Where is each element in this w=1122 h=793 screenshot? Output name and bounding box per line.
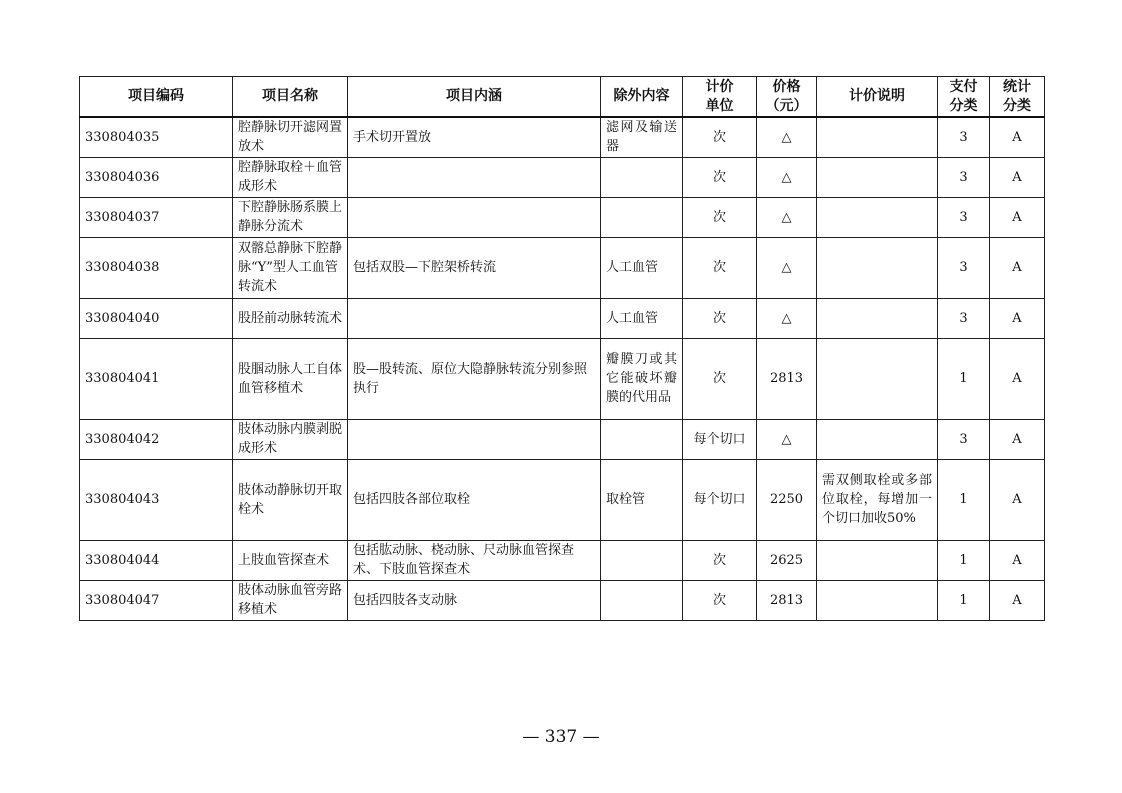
table-row bbox=[80, 540, 1045, 580]
cell-note bbox=[817, 157, 938, 197]
cell-code: 330804044 bbox=[80, 540, 233, 580]
cell-pay: 3 bbox=[938, 298, 990, 338]
header-price bbox=[757, 77, 817, 118]
cell-stat: A bbox=[990, 157, 1045, 197]
cell-unit: 次 bbox=[683, 580, 757, 620]
cell-pay: 3 bbox=[938, 237, 990, 298]
cell-pay: 3 bbox=[938, 197, 990, 237]
table-row bbox=[80, 459, 1045, 540]
cell-note bbox=[817, 580, 938, 620]
cell-note bbox=[817, 540, 938, 580]
header-stat-line2: 分类 bbox=[1003, 97, 1031, 114]
table-row bbox=[80, 197, 1045, 237]
header-name: 项目名称 bbox=[233, 77, 348, 118]
cell-code: 330804035 bbox=[80, 117, 233, 157]
table-row bbox=[80, 338, 1045, 419]
header-pay bbox=[938, 77, 990, 118]
table-row bbox=[80, 117, 1045, 157]
cell-price: 2625 bbox=[757, 540, 817, 580]
cell-exclusions bbox=[601, 540, 683, 580]
cell-content bbox=[348, 197, 601, 237]
cell-name: 上肢血管探查术 bbox=[233, 540, 348, 580]
header-unit-line2: 单位 bbox=[705, 97, 734, 114]
cell-content: 包括肱动脉、桡动脉、尺动脉血管探查术、下肢血管探查术 bbox=[348, 540, 601, 580]
cell-content bbox=[348, 419, 601, 459]
header-pay-line1: 支付 bbox=[949, 78, 978, 95]
cell-code: 330804038 bbox=[80, 237, 233, 298]
cell-unit: 每个切口 bbox=[683, 419, 757, 459]
cell-note bbox=[817, 338, 938, 419]
cell-name: 下腔静脉肠系膜上静脉分流术 bbox=[233, 197, 348, 237]
header-code: 项目编码 bbox=[80, 77, 233, 118]
cell-unit: 每个切口 bbox=[683, 459, 757, 540]
cell-price: 2813 bbox=[757, 580, 817, 620]
cell-name: 股胫前动脉转流术 bbox=[233, 298, 348, 338]
cell-content bbox=[348, 157, 601, 197]
cell-name: 腔静脉切开滤网置放术 bbox=[233, 117, 348, 157]
cell-price: △ bbox=[757, 157, 817, 197]
header-stat-line1: 统计 bbox=[1003, 78, 1031, 95]
header-pay-line2: 分类 bbox=[949, 97, 978, 114]
cell-stat: A bbox=[990, 459, 1045, 540]
table-row bbox=[80, 580, 1045, 620]
cell-unit: 次 bbox=[683, 117, 757, 157]
cell-exclusions: 瓣膜刀或其它能破坏瓣膜的代用品 bbox=[601, 338, 683, 419]
cell-unit: 次 bbox=[683, 157, 757, 197]
cell-stat: A bbox=[990, 540, 1045, 580]
cell-note bbox=[817, 419, 938, 459]
header-stat bbox=[990, 77, 1045, 118]
cell-exclusions bbox=[601, 419, 683, 459]
cell-unit: 次 bbox=[683, 298, 757, 338]
page-number: — 337 — bbox=[522, 727, 600, 747]
cell-content bbox=[348, 298, 601, 338]
cell-code: 330804043 bbox=[80, 459, 233, 540]
cell-name: 腔静脉取栓＋血管成形术 bbox=[233, 157, 348, 197]
cell-price: 2250 bbox=[757, 459, 817, 540]
cell-stat: A bbox=[990, 237, 1045, 298]
cell-content: 股—股转流、原位大隐静脉转流分别参照执行 bbox=[348, 338, 601, 419]
cell-exclusions: 取栓管 bbox=[601, 459, 683, 540]
cell-name: 肢体动静脉切开取栓术 bbox=[233, 459, 348, 540]
table-row bbox=[80, 298, 1045, 338]
cell-price: △ bbox=[757, 197, 817, 237]
cell-pay: 1 bbox=[938, 580, 990, 620]
cell-stat: A bbox=[990, 338, 1045, 419]
cell-pay: 1 bbox=[938, 338, 990, 419]
cell-name: 双髂总静脉下腔静脉“Y”型人工血管转流术 bbox=[233, 237, 348, 298]
cell-price: △ bbox=[757, 419, 817, 459]
header-note: 计价说明 bbox=[817, 77, 938, 118]
table-row bbox=[80, 157, 1045, 197]
cell-code: 330804041 bbox=[80, 338, 233, 419]
cell-exclusions: 人工血管 bbox=[601, 237, 683, 298]
cell-unit: 次 bbox=[683, 338, 757, 419]
cell-content: 手术切开置放 bbox=[348, 117, 601, 157]
cell-price: △ bbox=[757, 298, 817, 338]
cell-exclusions bbox=[601, 157, 683, 197]
cell-stat: A bbox=[990, 419, 1045, 459]
cell-content: 包括四肢各支动脉 bbox=[348, 580, 601, 620]
cell-name: 肢体动脉血管旁路移植术 bbox=[233, 580, 348, 620]
cell-stat: A bbox=[990, 298, 1045, 338]
cell-stat: A bbox=[990, 580, 1045, 620]
cell-pay: 3 bbox=[938, 157, 990, 197]
cell-name: 股腘动脉人工自体血管移植术 bbox=[233, 338, 348, 419]
cell-exclusions: 人工血管 bbox=[601, 298, 683, 338]
cell-code: 330804037 bbox=[80, 197, 233, 237]
cell-unit: 次 bbox=[683, 197, 757, 237]
header-content: 项目内涵 bbox=[348, 77, 601, 118]
cell-content: 包括四肢各部位取栓 bbox=[348, 459, 601, 540]
header-unit-line1: 计价 bbox=[705, 78, 734, 95]
table-header-row bbox=[80, 77, 1045, 118]
cell-price: 2813 bbox=[757, 338, 817, 419]
cell-exclusions bbox=[601, 580, 683, 620]
price-table bbox=[79, 76, 1045, 621]
cell-note bbox=[817, 117, 938, 157]
cell-unit: 次 bbox=[683, 540, 757, 580]
cell-pay: 3 bbox=[938, 419, 990, 459]
table-row bbox=[80, 237, 1045, 298]
cell-stat: A bbox=[990, 117, 1045, 157]
table-row bbox=[80, 419, 1045, 459]
cell-unit: 次 bbox=[683, 237, 757, 298]
header-exclusions: 除外内容 bbox=[601, 77, 683, 118]
cell-code: 330804040 bbox=[80, 298, 233, 338]
cell-note bbox=[817, 197, 938, 237]
cell-price: △ bbox=[757, 117, 817, 157]
cell-note bbox=[817, 237, 938, 298]
cell-code: 330804042 bbox=[80, 419, 233, 459]
cell-pay: 1 bbox=[938, 459, 990, 540]
header-price-line1: 价格 bbox=[772, 78, 801, 95]
cell-exclusions bbox=[601, 197, 683, 237]
cell-note: 需双侧取栓或多部位取栓，每增加一个切口加收50% bbox=[817, 459, 938, 540]
cell-note bbox=[817, 298, 938, 338]
header-price-line2: （元） bbox=[765, 97, 808, 114]
cell-stat: A bbox=[990, 197, 1045, 237]
cell-pay: 1 bbox=[938, 540, 990, 580]
cell-name: 肢体动脉内膜剥脱成形术 bbox=[233, 419, 348, 459]
header-unit bbox=[683, 77, 757, 118]
cell-exclusions: 滤网及输送器 bbox=[601, 117, 683, 157]
cell-pay: 3 bbox=[938, 117, 990, 157]
cell-content: 包括双股—下腔架桥转流 bbox=[348, 237, 601, 298]
cell-code: 330804047 bbox=[80, 580, 233, 620]
cell-price: △ bbox=[757, 237, 817, 298]
cell-code: 330804036 bbox=[80, 157, 233, 197]
